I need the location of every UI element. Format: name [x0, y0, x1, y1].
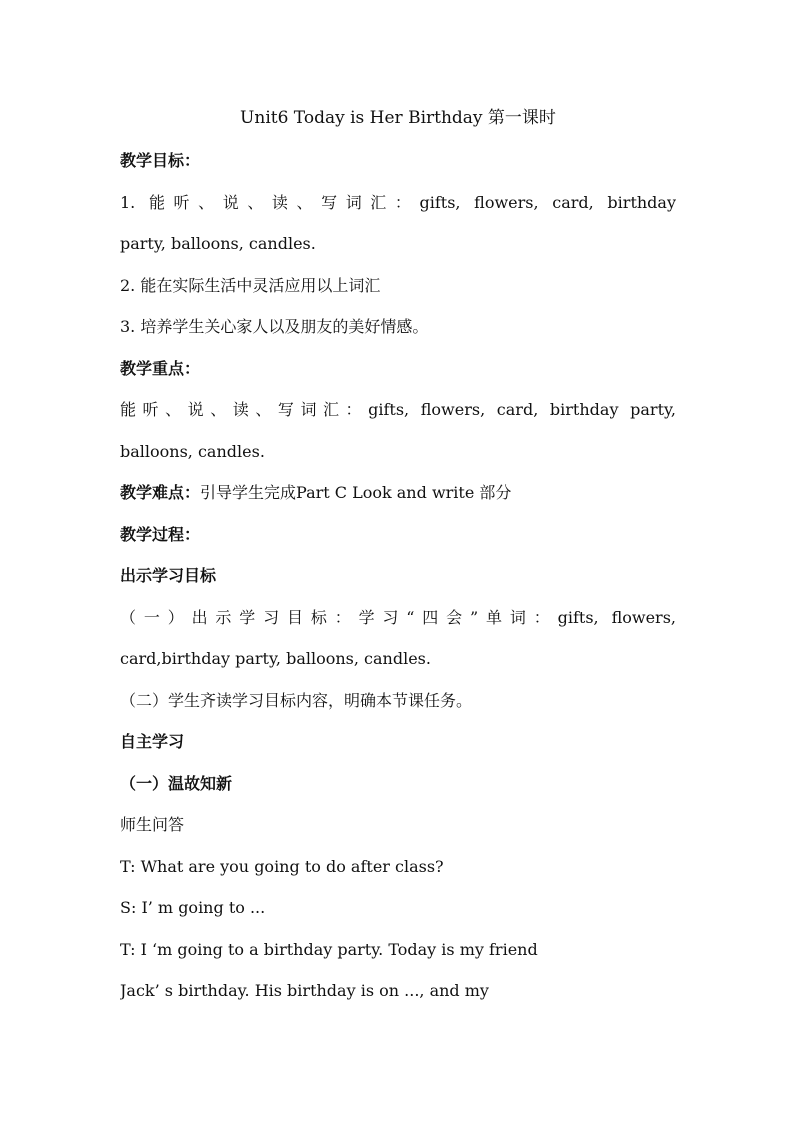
difficult-points-text: 引导学生完成Part C Look and write 部分 — [200, 483, 512, 502]
dialogue-line-3: T: I ‘m going to a birthday party. Today is my friend — [120, 939, 538, 959]
difficult-points-label: 教学难点： — [120, 483, 201, 502]
goal-1-line-2: party, balloons, candles. — [120, 234, 316, 253]
heading-teaching-goals: 教学目标： — [120, 151, 201, 170]
goal-3: 3. 培养学生关心家人以及朋友的美好情感。 — [120, 317, 429, 336]
key-points-line-1: 能听、说、读、写词汇：gifts, flowers, card, birthday party, — [120, 400, 676, 419]
difficult-points — [120, 472, 676, 514]
dialogue-line-1: T: What are you going to do after class? — [120, 856, 444, 876]
show-goals-line-3: （二）学生齐读学习目标内容，明确本节课任务。 — [120, 690, 473, 710]
goal-2: 2. 能在实际生活中灵活应用以上词汇 — [120, 275, 381, 295]
heading-teaching-process: 教学过程： — [120, 524, 201, 544]
show-goals-line-1: （一）出示学习目标：学习“四会”单词：gifts, flowers, — [120, 607, 676, 627]
teacher-student-qa: 师生问答 — [120, 815, 185, 834]
heading-show-goals: 出示学习目标 — [120, 566, 217, 585]
goal-1-line-1: 1. 能听、说、读、写词汇：gifts, flowers, card, birthday — [120, 192, 676, 212]
key-points-line-2: balloons, candles. — [120, 441, 265, 461]
heading-self-study: 自主学习 — [120, 732, 185, 751]
heading-key-points: 教学重点： — [120, 358, 201, 378]
dialogue-line-4: Jack’ s birthday. His birthday is on ..., and my — [120, 981, 489, 1000]
heading-review: （一）温故知新 — [120, 773, 233, 793]
document-title: Unit6 Today is Her Birthday 第一课时 — [240, 108, 556, 128]
document-page — [120, 100, 676, 1012]
dialogue-line-2: S: I’ m going to ... — [120, 898, 266, 917]
show-goals-line-2: card,birthday party, balloons, candles. — [120, 649, 431, 668]
